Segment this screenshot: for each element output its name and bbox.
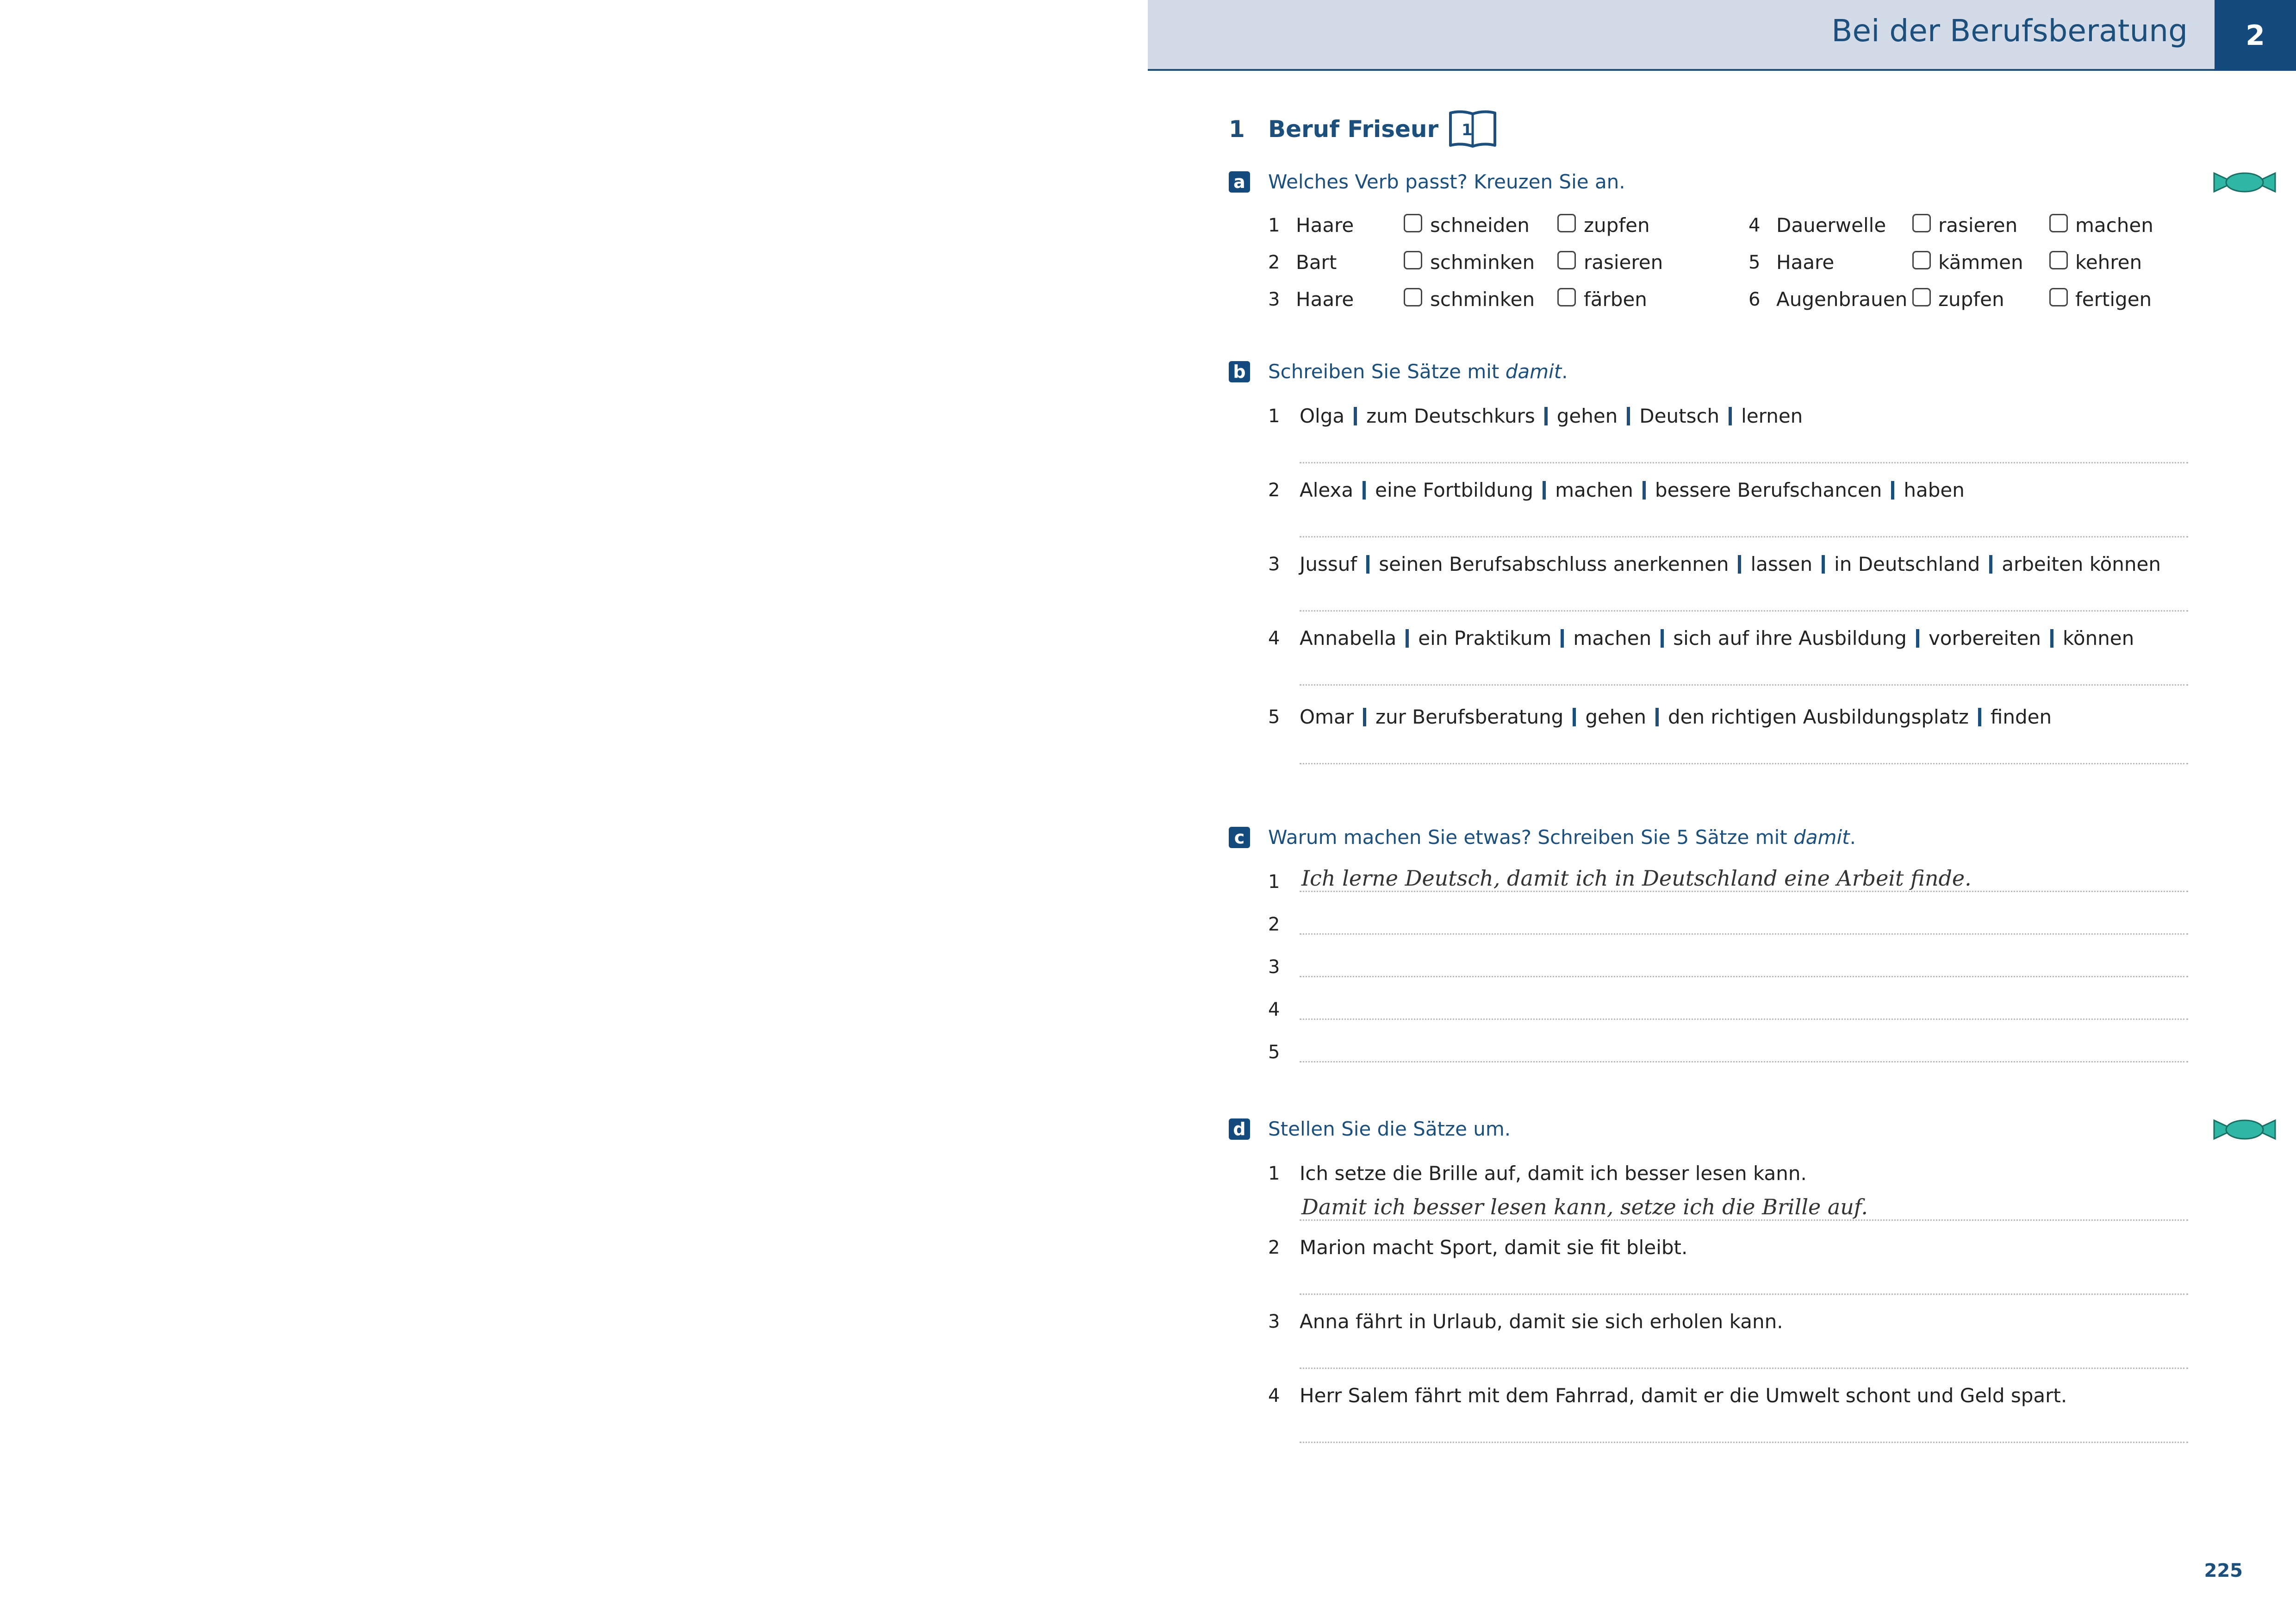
book-ref-number: 1	[1462, 121, 1473, 139]
checkbox[interactable]	[2049, 288, 2068, 306]
candy-icon	[2212, 170, 2277, 196]
sentence-parts: Annabella ein Praktikum machen sich auf ihre Ausbildung vorbereiten können	[1300, 627, 2134, 650]
item-number: 6	[1748, 289, 1761, 310]
item-noun: Haare	[1296, 288, 1354, 311]
item-number: 1	[1268, 406, 1280, 427]
instruction-a: Welches Verb passt? Kreuzen Sie an.	[1268, 170, 1625, 193]
item-number: 2	[1268, 252, 1280, 273]
badge-b: b	[1229, 361, 1250, 382]
item-number: 1	[1268, 1163, 1280, 1184]
badge-a: a	[1229, 171, 1250, 193]
checkbox[interactable]	[2049, 251, 2068, 269]
answer-line[interactable]	[1300, 462, 2188, 463]
item-number: 3	[1268, 956, 1280, 978]
answer-line[interactable]	[1300, 684, 2188, 686]
candy-icon	[2212, 1118, 2277, 1143]
answer-line[interactable]	[1300, 1018, 2188, 1020]
item-number: 4	[1268, 999, 1280, 1020]
option-label: zupfen	[1938, 288, 2004, 311]
sentence-parts: Omar zur Berufsberatung gehen den richtigen Ausbildungsplatz finden	[1300, 706, 2052, 728]
option-label: zupfen	[1584, 214, 1650, 237]
item-number: 4	[1748, 215, 1761, 236]
chapter-tab: 2	[2215, 0, 2296, 71]
option-label: fertigen	[2075, 288, 2152, 311]
item-number: 3	[1268, 1311, 1280, 1332]
sentence-text: Ich setze die Brille auf, damit ich besser lesen kann.	[1300, 1162, 1807, 1185]
checkbox[interactable]	[1912, 214, 1931, 232]
item-number: 3	[1268, 289, 1280, 310]
page-number: 225	[2204, 1560, 2243, 1581]
item-number: 4	[1268, 628, 1280, 649]
answer-line[interactable]	[1300, 1293, 2188, 1295]
sentence-parts: Olga zum Deutschkurs gehen Deutsch lernen	[1300, 405, 1803, 427]
checkbox[interactable]	[1557, 251, 1576, 269]
item-number: 5	[1748, 252, 1761, 273]
instruction-c: Warum machen Sie etwas? Schreiben Sie 5 Sätze mit damit.	[1268, 826, 1856, 849]
handwritten-example: Ich lerne Deutsch, damit ich in Deutschland eine Arbeit finde.	[1301, 866, 1972, 891]
exercise-number: 1	[1229, 116, 1245, 143]
checkbox[interactable]	[1404, 214, 1422, 232]
sentence-text: Anna fährt in Urlaub, damit sie sich erholen kann.	[1300, 1310, 1783, 1333]
option-label: färben	[1584, 288, 1647, 311]
checkbox[interactable]	[1557, 214, 1576, 232]
item-number: 1	[1268, 215, 1280, 236]
book-icon	[1448, 109, 1498, 151]
item-number: 4	[1268, 1385, 1280, 1406]
answer-line[interactable]	[1300, 536, 2188, 537]
answer-line[interactable]	[1300, 610, 2188, 612]
handwritten-answer: Damit ich besser lesen kann, setze ich die Brille auf.	[1301, 1194, 1868, 1219]
option-label: rasieren	[1584, 251, 1663, 274]
checkbox[interactable]	[2049, 214, 2068, 232]
answer-line[interactable]	[1300, 933, 2188, 935]
item-number: 2	[1268, 914, 1280, 935]
sentence-text: Marion macht Sport, damit sie fit bleibt.	[1300, 1236, 1688, 1259]
answer-line[interactable]	[1300, 763, 2188, 764]
page-title: Bei der Berufsberatung	[1831, 13, 2188, 49]
answer-line[interactable]	[1300, 1368, 2188, 1369]
item-noun: Haare	[1296, 214, 1354, 237]
item-noun: Augenbrauen	[1776, 288, 1908, 311]
exercise-title: Beruf Friseur	[1268, 116, 1439, 143]
item-noun: Haare	[1776, 251, 1835, 274]
item-number: 3	[1268, 554, 1280, 575]
badge-c: c	[1229, 827, 1250, 848]
checkbox[interactable]	[1912, 288, 1931, 306]
item-number: 5	[1268, 706, 1280, 728]
answer-line[interactable]	[1300, 891, 2188, 892]
item-number: 2	[1268, 480, 1280, 501]
option-label: schminken	[1430, 288, 1535, 311]
option-label: machen	[2075, 214, 2153, 237]
badge-d: d	[1229, 1118, 1250, 1140]
sentence-text: Herr Salem fährt mit dem Fahrrad, damit er die Umwelt schont und Geld spart.	[1300, 1384, 2067, 1407]
option-label: schneiden	[1430, 214, 1530, 237]
item-noun: Dauerwelle	[1776, 214, 1886, 237]
item-number: 5	[1268, 1042, 1280, 1063]
checkbox[interactable]	[1912, 251, 1931, 269]
checkbox[interactable]	[1404, 288, 1422, 306]
answer-line[interactable]	[1300, 1061, 2188, 1062]
answer-line[interactable]	[1300, 1442, 2188, 1443]
item-number: 2	[1268, 1237, 1280, 1258]
checkbox[interactable]	[1557, 288, 1576, 306]
sentence-parts: Jussuf seinen Berufsabschluss anerkennen lassen in Deutschland arbeiten können	[1300, 553, 2161, 575]
instruction-b: Schreiben Sie Sätze mit damit.	[1268, 360, 1568, 383]
option-label: schminken	[1430, 251, 1535, 274]
instruction-d: Stellen Sie die Sätze um.	[1268, 1118, 1511, 1140]
checkbox[interactable]	[1404, 251, 1422, 269]
item-noun: Bart	[1296, 251, 1337, 274]
sentence-parts: Alexa eine Fortbildung machen bessere Berufschancen haben	[1300, 479, 1965, 501]
option-label: rasieren	[1938, 214, 2018, 237]
option-label: kehren	[2075, 251, 2142, 274]
option-label: kämmen	[1938, 251, 2023, 274]
answer-line[interactable]	[1300, 976, 2188, 977]
item-number: 1	[1268, 871, 1280, 893]
answer-line[interactable]	[1300, 1219, 2188, 1221]
